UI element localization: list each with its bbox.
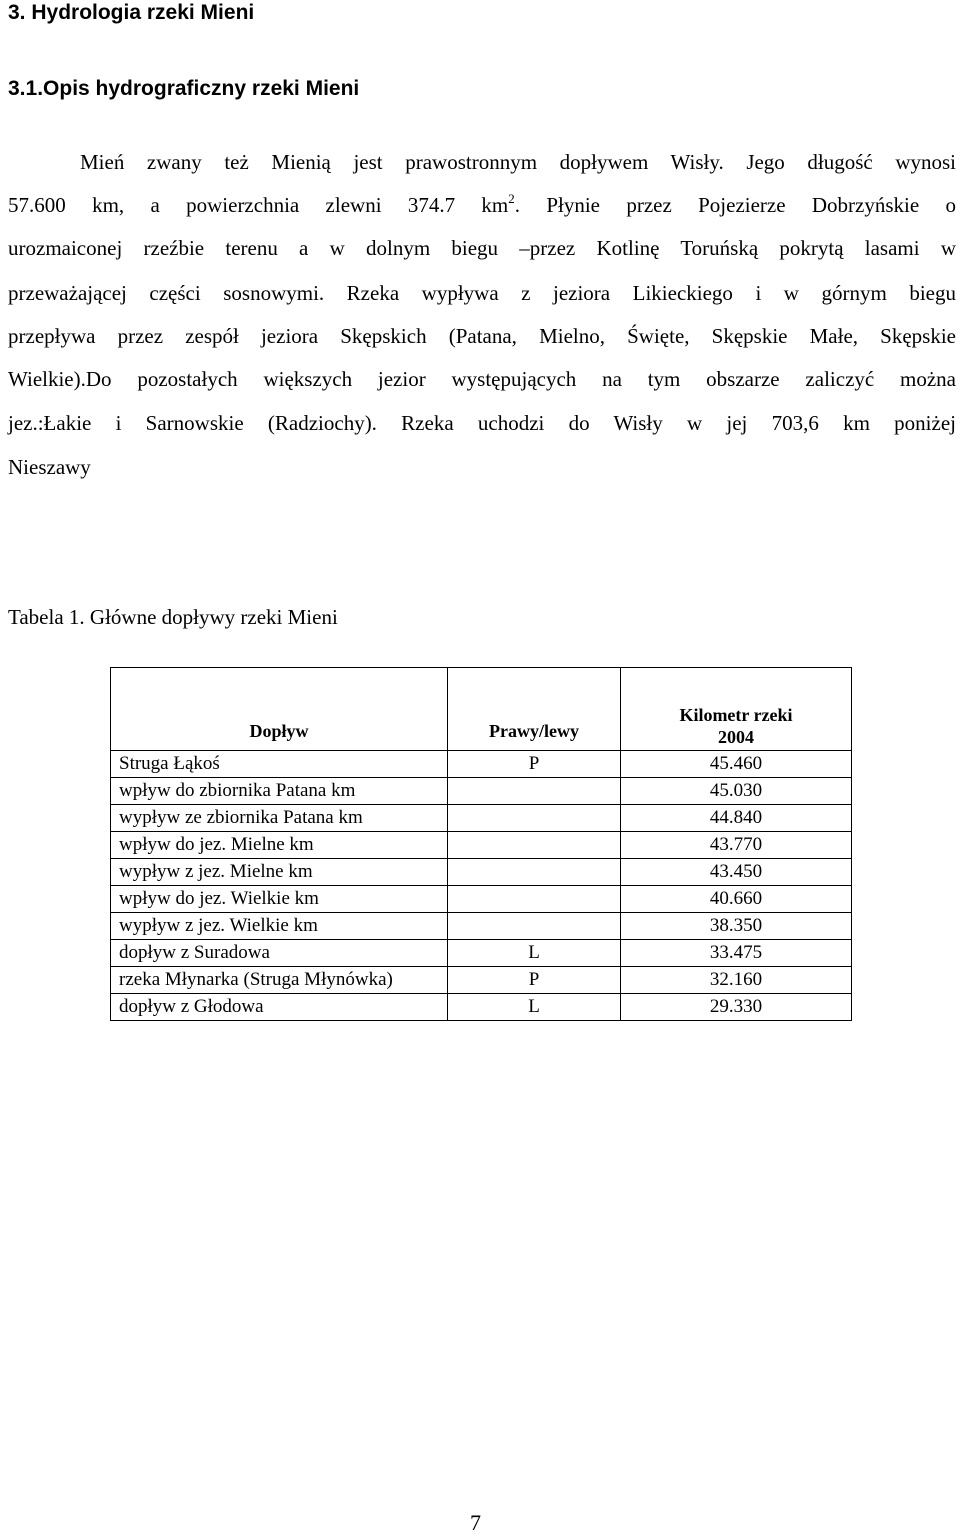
- table-row: [111, 778, 852, 805]
- cell-side: [448, 778, 621, 805]
- cell-side: [448, 886, 621, 913]
- paragraph-line-2-end: . Płynie przez Pojezierze Dobrzyńskie o: [514, 193, 956, 217]
- cell-tributary-name: rzeka Młynarka (Struga Młynówka): [111, 967, 448, 994]
- cell-side: P: [448, 751, 621, 778]
- header-tributary: Dopływ: [111, 668, 448, 751]
- cell-side: [448, 913, 621, 940]
- table-caption: Tabela 1. Główne dopływy rzeki Mieni: [8, 605, 338, 629]
- cell-tributary-name: dopływ z Suradowa: [111, 940, 448, 967]
- tributaries-table: [110, 667, 852, 1021]
- cell-side: [448, 832, 621, 859]
- paragraph-line-7: jez.:Łakie i Sarnowskie (Radziochy). Rzeka uchodzi do Wisły w jej 703,6 km poniżej: [8, 411, 956, 435]
- cell-river-km: 43.770: [621, 832, 852, 859]
- subsection-heading: 3.1.Opis hydrograficzny rzeki Mieni: [8, 77, 360, 100]
- paragraph-line-3: urozmaiconej rzeźbie terenu a w dolnym biegu –przez Kotlinę Toruńską pokrytą lasami w: [8, 236, 956, 260]
- cell-side: [448, 805, 621, 832]
- table-row: [111, 805, 852, 832]
- cell-tributary-name: wypływ z jez. Wielkie km: [111, 913, 448, 940]
- table-row: [111, 913, 852, 940]
- page-number: 7: [470, 1510, 481, 1535]
- cell-side: [448, 859, 621, 886]
- cell-river-km: 32.160: [621, 967, 852, 994]
- paragraph-line-5: przepływa przez zespół jeziora Skępskich (Patana, Mielno, Święte, Skępskie Małe, Skępskie: [8, 324, 956, 348]
- table-row: [111, 832, 852, 859]
- table-row: [111, 967, 852, 994]
- table-row: [111, 886, 852, 913]
- header-river-km: [621, 668, 852, 751]
- cell-tributary-name: wpływ do jez. Mielne km: [111, 832, 448, 859]
- header-side: Prawy/lewy: [448, 668, 621, 751]
- paragraph-line-1: Mień zwany też Mienią jest prawostronnym dopływem Wisły. Jego długość wynosi: [80, 150, 956, 174]
- cell-river-km: 29.330: [621, 994, 852, 1021]
- cell-river-km: 45.460: [621, 751, 852, 778]
- cell-tributary-name: wpływ do jez. Wielkie km: [111, 886, 448, 913]
- cell-tributary-name: wypływ z jez. Mielne km: [111, 859, 448, 886]
- header-river-km-line2: 2004: [718, 727, 754, 747]
- paragraph-line-4: przeważającej części sosnowymi. Rzeka wypływa z jeziora Likieckiego i w górnym biegu: [8, 281, 956, 305]
- cell-tributary-name: dopływ z Głodowa: [111, 994, 448, 1021]
- paragraph-line-2-start: 57.600 km, a powierzchnia zlewni 374.7 km: [8, 193, 509, 217]
- cell-tributary-name: Struga Łąkoś: [111, 751, 448, 778]
- table-header-row: [111, 668, 852, 751]
- cell-river-km: 43.450: [621, 859, 852, 886]
- paragraph-line-6: Wielkie).Do pozostałych większych jezior występujących na tym obszarze zaliczyć można: [8, 367, 956, 391]
- table-row: [111, 859, 852, 886]
- superscript-2: 2: [508, 191, 515, 206]
- paragraph-line-8: Nieszawy: [8, 455, 91, 479]
- table-row: [111, 940, 852, 967]
- cell-tributary-name: wypływ ze zbiornika Patana km: [111, 805, 448, 832]
- table-row: [111, 751, 852, 778]
- cell-side: P: [448, 967, 621, 994]
- cell-river-km: 40.660: [621, 886, 852, 913]
- paragraph-line-2: [8, 190, 956, 220]
- table-body: [111, 751, 852, 1021]
- section-heading: 3. Hydrologia rzeki Mieni: [8, 1, 255, 24]
- cell-side: L: [448, 994, 621, 1021]
- cell-side: L: [448, 940, 621, 967]
- table-row: [111, 994, 852, 1021]
- header-river-km-line1: Kilometr rzeki: [679, 705, 793, 725]
- cell-river-km: 33.475: [621, 940, 852, 967]
- cell-river-km: 44.840: [621, 805, 852, 832]
- cell-river-km: 38.350: [621, 913, 852, 940]
- cell-river-km: 45.030: [621, 778, 852, 805]
- cell-tributary-name: wpływ do zbiornika Patana km: [111, 778, 448, 805]
